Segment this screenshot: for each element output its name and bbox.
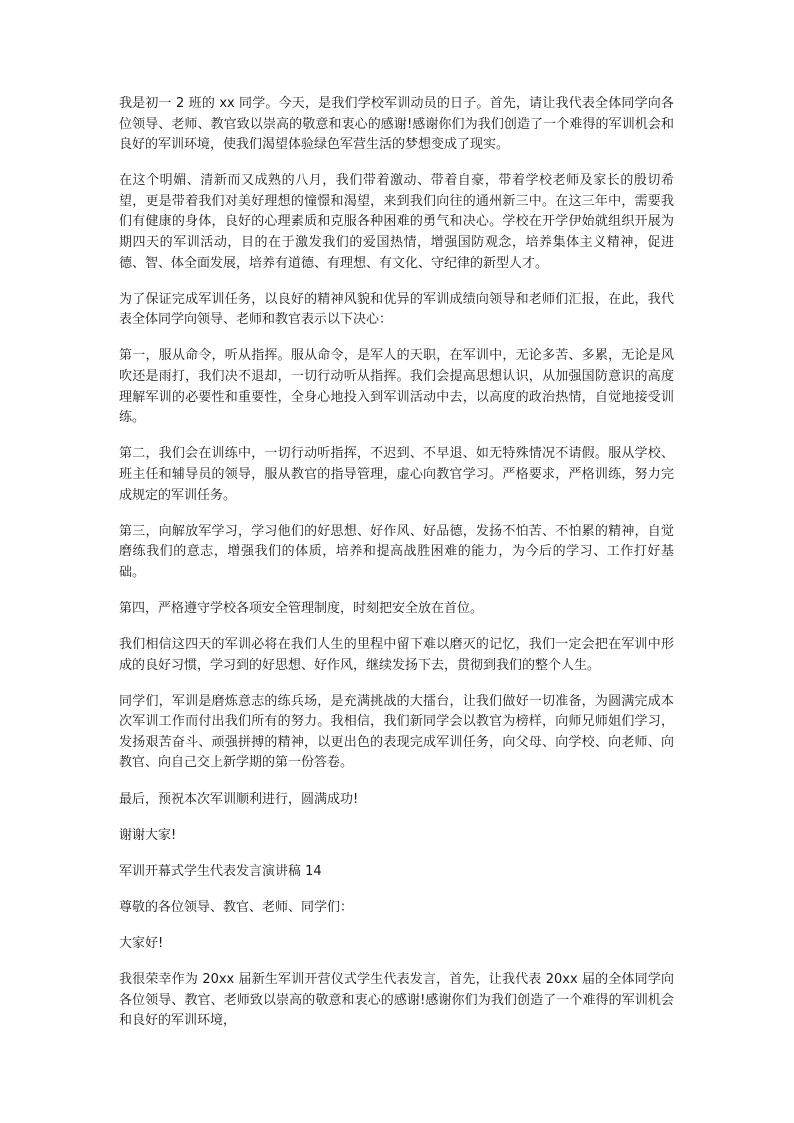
paragraph-second: 第二，我们会在训练中，一切行动听指挥，不迟到、不早退、如无特殊情况不请假。服从学校、班主任和辅导员的领导，服从教官的指导管理，虚心向教官学习。严格要求，严格训练，努力完成规定的军训任务。 bbox=[119, 446, 674, 503]
paragraph-belief: 我们相信这四天的军训必将在我们人生的里程中留下难以磨灭的记忆，我们一定会把在军训中形成的良好习惯，学习到的好思想、好作风，继续发扬下去，贯彻到我们的整个人生。 bbox=[119, 636, 674, 673]
paragraph-wish: 最后，预祝本次军训顺利进行，圆满成功! bbox=[119, 791, 359, 807]
section-title: 军训开幕式学生代表发言演讲稿 14 bbox=[119, 863, 322, 879]
paragraph-resolution: 为了保证完成军训任务，以良好的精神风貌和优异的军训成绩向领导和老师们汇报，在此，我代表全体同学向领导、老师和教官表示以下决心： bbox=[119, 291, 674, 328]
document-body bbox=[119, 94, 674, 1047]
paragraph-intro: 我是初一 2 班的 xx 同学。今天，是我们学校军训动员的日子。首先，请让我代表全体同学向各位领导、老师、教官致以崇高的敬意和衷心的感谢!感谢你们为我们创造了一个难得的军训机会和良好的军训环境，使我们渴望体验绿色军营生活的梦想变成了现实。 bbox=[119, 96, 674, 153]
paragraph-thanks: 谢谢大家! bbox=[119, 827, 177, 843]
paragraph-honor: 我很荣幸作为 20xx 届新生军训开营仪式学生代表发言，首先，让我代表 20xx 届的全体同学向各位领导、教官、老师致以崇高的敬意和衷心的感谢!感谢你们为我们创造了一个难得的军训机会和良好的军训环境， bbox=[119, 972, 674, 1029]
paragraph-salutation: 尊敬的各位领导、教官、老师、同学们： bbox=[119, 899, 354, 915]
paragraph-fourth: 第四，严格遵守学校各项安全管理制度，时刻把安全放在首位。 bbox=[119, 600, 484, 616]
paragraph-classmates: 同学们，军训是磨炼意志的练兵场，是充满挑战的大擂台，让我们做好一切准备，为圆满完成本次军训工作而付出我们所有的努力。我相信，我们新同学会以教官为榜样，向师兄师姐们学习，发扬艰苦奋斗、顽强拼搏的精神，以更出色的表现完成军训任务，向父母、向学校、向老师、向教官、向自己交上新学期的第一份答卷。 bbox=[119, 693, 674, 771]
paragraph-third: 第三，向解放军学习，学习他们的好思想、好作风、好品德，发扬不怕苦、不怕累的精神，自觉磨练我们的意志，增强我们的体质，培养和提高战胜困难的能力，为今后的学习、工作打好基础。 bbox=[119, 523, 674, 580]
paragraph-august: 在这个明媚、清新而又成熟的八月，我们带着激动、带着自豪，带着学校老师及家长的殷切希望，更是带着我们对美好理想的憧憬和渴望，来到我们向往的通州新三中。在这三年中，需要我们有健康的身体，良好的心理素质和克服各种困难的勇气和决心。学校在开学伊始就组织开展为期四天的军训活动，目的在于激发我们的爱国热情，增强国防观念，培养集体主义精神，促进德、智、体全面发展，培养有道德、有理想、有文化、守纪律的新型人才。 bbox=[119, 173, 674, 271]
paragraph-first: 第一，服从命令，听从指挥。服从命令，是军人的天职，在军训中，无论多苦、多累，无论是风吹还是雨打，我们决不退却，一切行动听从指挥。我们会提高思想认识，从加强国防意识的高度理解军训的必要性和重要性，全身心地投入到军训活动中去，以高度的政治热情，自觉地接受训练。 bbox=[119, 348, 674, 426]
paragraph-greeting: 大家好! bbox=[119, 935, 164, 951]
